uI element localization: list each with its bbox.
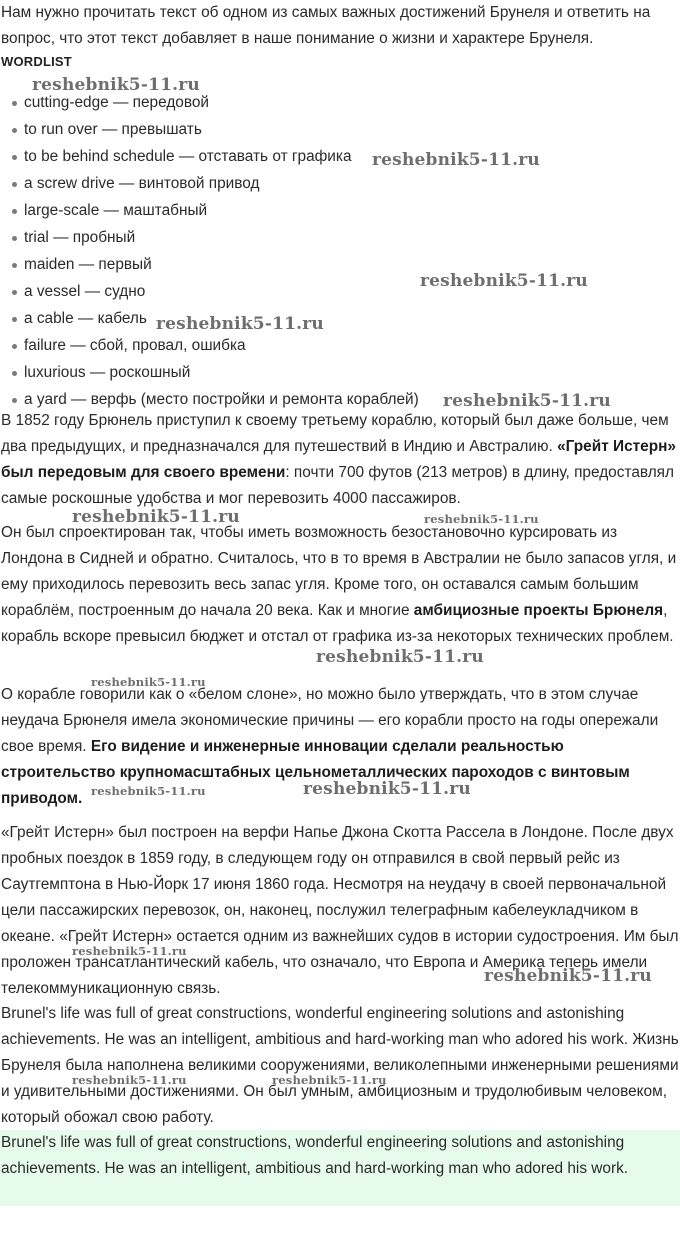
paragraph-3: О корабле говорили как о «белом слоне», но можно было утверждать, что в этом случае неудача Брюнеля имела экономические причины — его корабли просто на годы опережали свое время. Его видение и инженерные инновации сделали реальностью строительство крупномасштабных цельнометаллических пароходов с винтовым приводом. — [1, 686, 659, 807]
list-item: a yard — верфь (место постройки и ремонта кораблей) — [0, 386, 419, 413]
list-item: failure — сбой, провал, ошибка — [0, 332, 419, 359]
list-item: cutting-edge — передовой — [0, 89, 419, 116]
watermark: reshebnik5-11.ru — [316, 647, 484, 667]
wordlist-title: WORDLIST — [1, 54, 72, 69]
list-item: to be behind schedule — отставать от графика — [0, 143, 419, 170]
watermark: reshebnik5-11.ru — [443, 391, 611, 411]
watermark: reshebnik5-11.ru — [72, 507, 240, 527]
list-item: trial — пробный — [0, 224, 419, 251]
list-item: luxurious — роскошный — [0, 359, 419, 386]
list-item: a screw drive — винтовой привод — [0, 170, 419, 197]
paragraph-2: Он был спроектирован так, чтобы иметь возможность безостановочно курсировать из Лондона в Сидней и обратно. Считалось, что в то время в Австралии не было запасов угля, и ему приходилось перевозить весь запас угля. Кроме того, он оставался самым большим кораблём, построенным до начала 20 века. Как и многие амбициозные проекты Брюнеля, корабль вскоре превысил бюджет и отстал от графика из-за некоторых технических проблем. — [1, 524, 677, 645]
watermark: reshebnik5-11.ru — [91, 675, 206, 689]
bullet-icon — [12, 398, 17, 403]
bullet-icon — [12, 371, 17, 376]
bullet-icon — [12, 236, 17, 241]
watermark: reshebnik5-11.ru — [72, 1073, 187, 1087]
watermark: reshebnik5-11.ru — [72, 944, 187, 958]
list-item: to run over — превышать — [0, 116, 419, 143]
bullet-icon — [12, 128, 17, 133]
watermark: reshebnik5-11.ru — [32, 75, 200, 95]
answer-highlight — [0, 1130, 680, 1206]
watermark: reshebnik5-11.ru — [420, 271, 588, 291]
wordlist — [0, 89, 419, 413]
bullet-icon — [12, 317, 17, 322]
watermark: reshebnik5-11.ru — [303, 779, 471, 799]
watermark: reshebnik5-11.ru — [484, 966, 652, 986]
paragraph-4: «Грейт Истерн» был построен на верфи Напье Джона Скотта Рассела в Лондоне. После двух пробных поездок в 1859 году, в следующем году он отправился в свой первый рейс из Саутгемптона в Нью-Йорк 17 июня 1860 года. Несмотря на неудачу в своей первоначальной цели пассажирских перевозок, он, наконец, послужил телеграфным кабелеукладчиком в океане. «Грейт Истерн» остается одним из важнейших судов в истории судостроения. Им был проложен трансатлантический кабель, что означало, что Европа и Америка теперь имели телекоммуникационную связь. — [1, 824, 679, 997]
bullet-icon — [12, 344, 17, 349]
bullet-icon — [12, 290, 17, 295]
intro-text: Нам нужно прочитать текст об одном из самых важных достижений Брунеля и ответить на вопрос, что этот текст добавляет в наше понимание о жизни и характере Брунеля. — [1, 4, 651, 47]
watermark: reshebnik5-11.ru — [372, 150, 540, 170]
paragraph-5: Brunel's life was full of great constructions, wonderful engineering solutions and astonishing achievements. He was an intelligent, ambitious and hard-working man who adored his work. Жизнь Брунеля была наполнена великими сооружениями, великолепными инженерными решениями и удивительными достижениями. Он был умным, амбициозным и трудолюбивым человеком, который обожал свою работу. — [1, 1005, 679, 1126]
watermark: reshebnik5-11.ru — [91, 784, 206, 798]
list-item: a cable — кабель — [0, 305, 419, 332]
bullet-icon — [12, 182, 17, 187]
bullet-icon — [12, 155, 17, 160]
watermark: reshebnik5-11.ru — [272, 1073, 387, 1087]
bullet-icon — [12, 263, 17, 268]
answer-text: Brunel's life was full of great constructions, wonderful engineering solutions and astonishing achievements. He was an intelligent, ambitious and hard-working man who adored his work. — [1, 1134, 629, 1177]
bullet-icon — [12, 101, 17, 106]
list-item: a vessel — судно — [0, 278, 419, 305]
watermark: reshebnik5-11.ru — [156, 314, 324, 334]
list-item: maiden — первый — [0, 251, 419, 278]
list-item: large-scale — маштабный — [0, 197, 419, 224]
bullet-icon — [12, 209, 17, 214]
watermark: reshebnik5-11.ru — [424, 512, 539, 526]
paragraph-1: В 1852 году Брюнель приступил к своему третьему кораблю, который был даже больше, чем два предыдущих, и предназначался для путешествий в Индию и Австралию. «Грейт Истерн» был передовым для своего времени: почти 700 футов (213 метров) в длину, предоставлял самые роскошные удобства и мог перевозить 4000 пассажиров. — [1, 412, 676, 507]
